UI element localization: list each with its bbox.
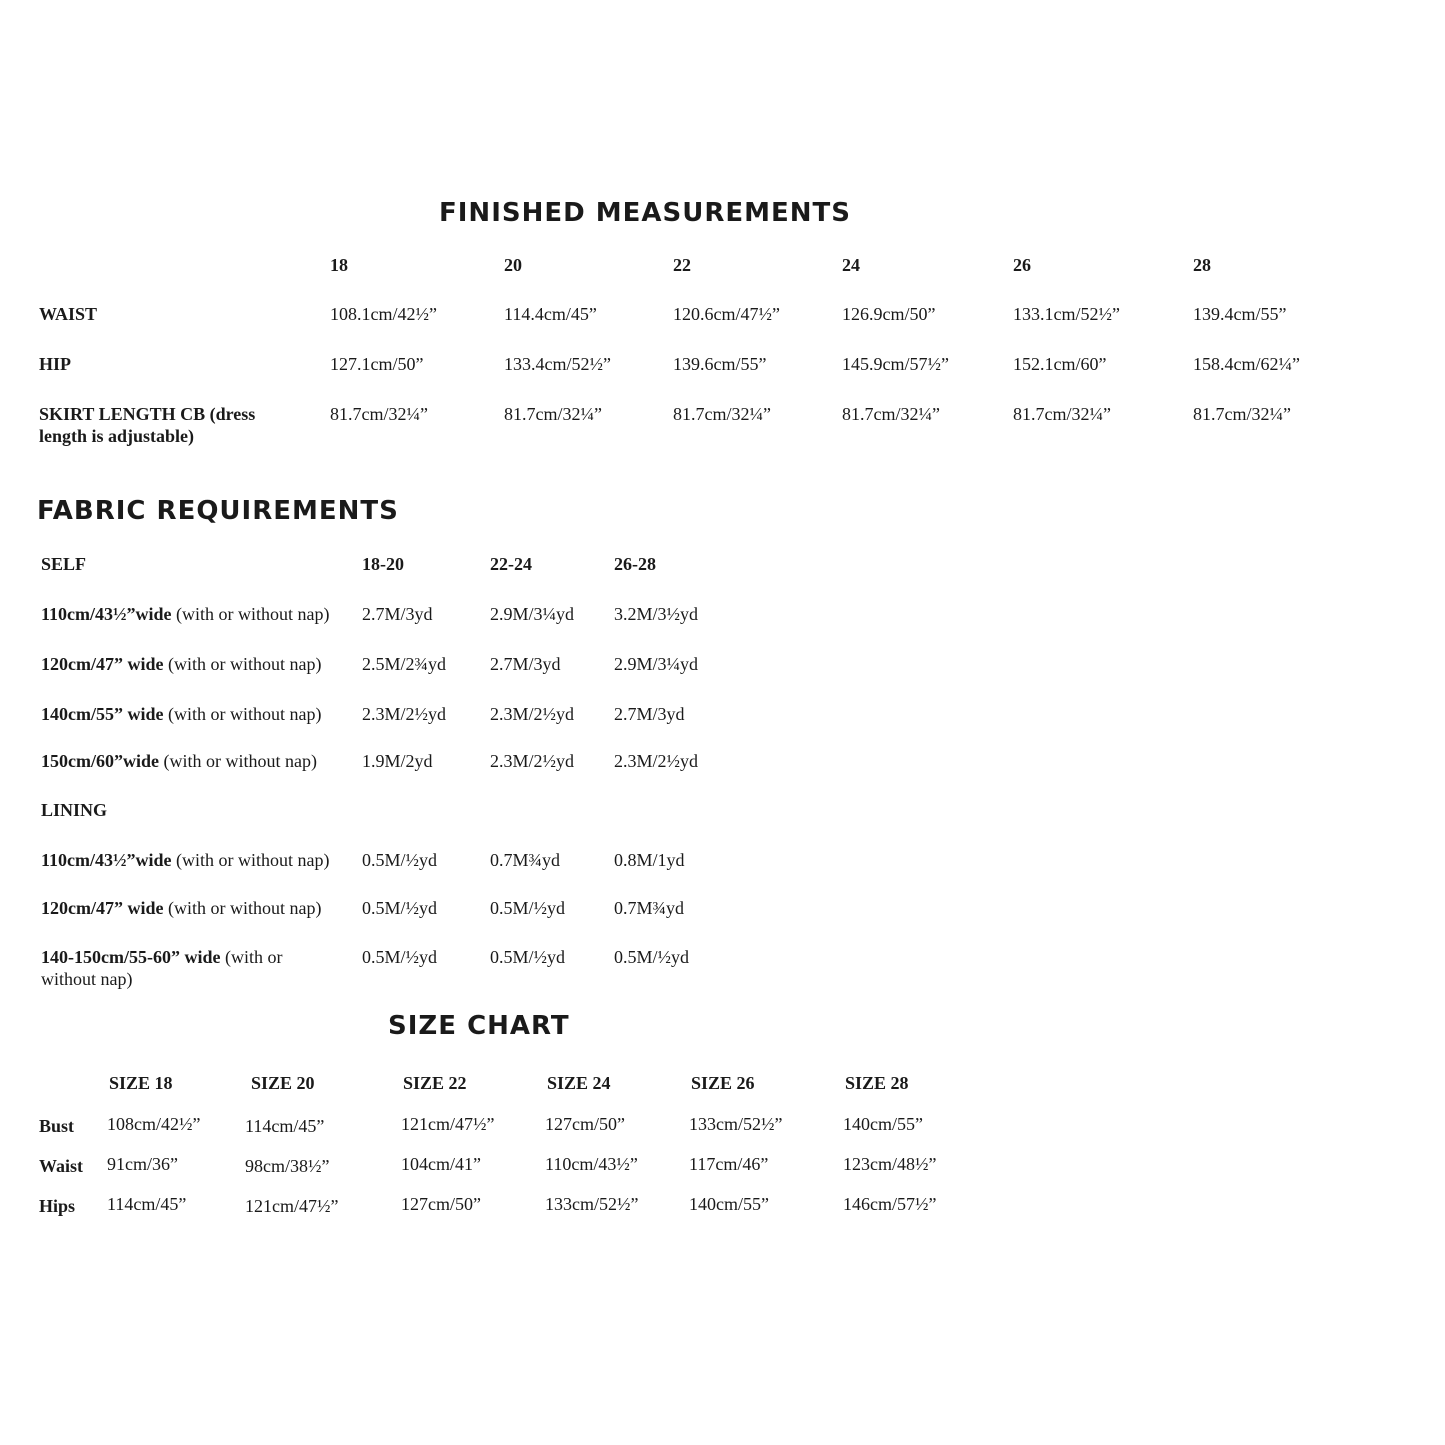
fabric-cell: 2.7M/3yd (362, 604, 433, 624)
fabric-cell: 2.3M/2½yd (490, 704, 575, 724)
finished-cell: 114.4cm/45” (504, 304, 597, 324)
lining-width-label (41, 946, 331, 990)
lining-cell: 0.5M/½yd (362, 947, 438, 967)
size-chart-header: SIZE 28 (845, 1073, 909, 1093)
finished-cell: 152.1cm/60” (1013, 354, 1107, 374)
finished-cell: 139.6cm/55” (673, 354, 767, 374)
size-chart-cell: 91cm/36” (107, 1154, 178, 1174)
size-chart-header: SIZE 24 (547, 1073, 611, 1093)
size-chart-cell: 146cm/57½” (843, 1194, 937, 1214)
finished-size-header: 24 (842, 255, 860, 275)
lining-width: 120cm/47” wide (41, 898, 164, 918)
fabric-width-label (41, 750, 317, 772)
size-chart-cell: 98cm/38½” (245, 1156, 330, 1176)
fabric-width-label (41, 603, 329, 625)
fabric-cell: 2.9M/3¼yd (490, 604, 575, 624)
fabric-group-header: 22-24 (490, 554, 532, 574)
lining-cell: 0.7M¾yd (614, 898, 685, 918)
finished-cell: 133.1cm/52½” (1013, 304, 1120, 324)
fabric-width-label (41, 653, 321, 675)
fabric-width: 140cm/55” wide (41, 704, 164, 724)
size-chart-header: SIZE 26 (691, 1073, 755, 1093)
lining-cell: 0.5M/½yd (362, 850, 438, 870)
size-chart-header: SIZE 22 (403, 1073, 467, 1093)
finished-cell: 81.7cm/32¼” (1193, 404, 1291, 424)
finished-cell: 108.1cm/42½” (330, 304, 437, 324)
size-chart-title: SIZE CHART (388, 1011, 570, 1041)
fabric-width: 150cm/60”wide (41, 751, 159, 771)
fabric-cell: 2.5M/2¾yd (362, 654, 447, 674)
fabric-nap-note: (with or without nap) (167, 704, 322, 724)
size-chart-cell: 114cm/45” (107, 1194, 187, 1214)
size-chart-cell: 114cm/45” (245, 1116, 325, 1136)
size-chart-cell: 117cm/46” (689, 1154, 769, 1174)
fabric-self-label: SELF (41, 554, 87, 574)
fabric-cell: 2.9M/3¼yd (614, 654, 699, 674)
finished-cell: 127.1cm/50” (330, 354, 424, 374)
finished-cell: 145.9cm/57½” (842, 354, 949, 374)
size-chart-row-label: Bust (39, 1116, 75, 1136)
finished-row-label: WAIST (39, 304, 98, 324)
size-chart-cell: 121cm/47½” (245, 1196, 339, 1216)
fabric-width-label (41, 703, 321, 725)
lining-nap-note: (with or without nap) (167, 898, 322, 918)
finished-size-header: 28 (1193, 255, 1211, 275)
fabric-group-header: 26-28 (614, 554, 656, 574)
finished-size-header: 22 (673, 255, 691, 275)
fabric-cell: 2.7M/3yd (614, 704, 685, 724)
size-chart-header: SIZE 18 (109, 1073, 173, 1093)
finished-cell: 81.7cm/32¼” (330, 404, 428, 424)
size-chart-row-label: Hips (39, 1196, 76, 1216)
fabric-cell: 1.9M/2yd (362, 751, 433, 771)
size-chart-cell: 133cm/52½” (545, 1194, 639, 1214)
finished-measurements-title: FINISHED MEASUREMENTS (439, 198, 851, 228)
fabric-cell: 2.3M/2½yd (614, 751, 699, 771)
finished-cell: 81.7cm/32¼” (673, 404, 771, 424)
finished-cell: 81.7cm/32¼” (504, 404, 602, 424)
finished-row-label: HIP (39, 354, 72, 374)
lining-cell: 0.8M/1yd (614, 850, 685, 870)
finished-size-header: 20 (504, 255, 522, 275)
fabric-nap-note: (with or without nap) (163, 751, 317, 771)
fabric-group-header: 18-20 (362, 554, 404, 574)
fabric-requirements-title: FABRIC REQUIREMENTS (37, 496, 399, 526)
size-chart-cell: 108cm/42½” (107, 1114, 201, 1134)
lining-nap-note: (with or without nap) (176, 850, 330, 870)
size-chart-cell: 133cm/52½” (689, 1114, 783, 1134)
finished-cell: 126.9cm/50” (842, 304, 936, 324)
fabric-lining-label: LINING (41, 800, 108, 820)
size-chart-cell: 123cm/48½” (843, 1154, 937, 1174)
finished-cell: 158.4cm/62¼” (1193, 354, 1300, 374)
finished-cell: 120.6cm/47½” (673, 304, 780, 324)
lining-nap-note: (with or without nap) (41, 947, 283, 989)
finished-cell: 81.7cm/32¼” (1013, 404, 1111, 424)
lining-width-label (41, 849, 329, 871)
lining-width: 110cm/43½”wide (41, 850, 172, 870)
finished-cell: 133.4cm/52½” (504, 354, 611, 374)
fabric-cell: 2.3M/2½yd (362, 704, 447, 724)
lining-cell: 0.5M/½yd (362, 898, 438, 918)
lining-width: 140-150cm/55-60” wide (41, 947, 221, 967)
fabric-nap-note: (with or without nap) (167, 654, 322, 674)
size-chart-cell: 127cm/50” (545, 1114, 625, 1134)
finished-size-header: 18 (330, 255, 348, 275)
fabric-width: 120cm/47” wide (41, 654, 164, 674)
finished-cell: 81.7cm/32¼” (842, 404, 940, 424)
size-chart-cell: 140cm/55” (689, 1194, 769, 1214)
lining-cell: 0.5M/½yd (614, 947, 690, 967)
size-chart-header: SIZE 20 (251, 1073, 315, 1093)
size-chart-cell: 104cm/41” (401, 1154, 481, 1174)
lining-cell: 0.5M/½yd (490, 947, 566, 967)
fabric-cell: 2.7M/3yd (490, 654, 561, 674)
size-chart-row-label: Waist (39, 1156, 84, 1176)
lining-width-label (41, 897, 321, 919)
fabric-cell: 2.3M/2½yd (490, 751, 575, 771)
size-chart-cell: 140cm/55” (843, 1114, 923, 1134)
fabric-cell: 3.2M/3½yd (614, 604, 699, 624)
lining-cell: 0.5M/½yd (490, 898, 566, 918)
fabric-width: 110cm/43½”wide (41, 604, 172, 624)
fabric-nap-note: (with or without nap) (176, 604, 330, 624)
size-chart-cell: 121cm/47½” (401, 1114, 495, 1134)
finished-size-header: 26 (1013, 255, 1031, 275)
finished-row-label: SKIRT LENGTH CB (dress length is adjustable) (39, 404, 256, 446)
finished-cell: 139.4cm/55” (1193, 304, 1287, 324)
size-chart-cell: 127cm/50” (401, 1194, 481, 1214)
lining-cell: 0.7M¾yd (490, 850, 561, 870)
size-chart-cell: 110cm/43½” (545, 1154, 638, 1174)
